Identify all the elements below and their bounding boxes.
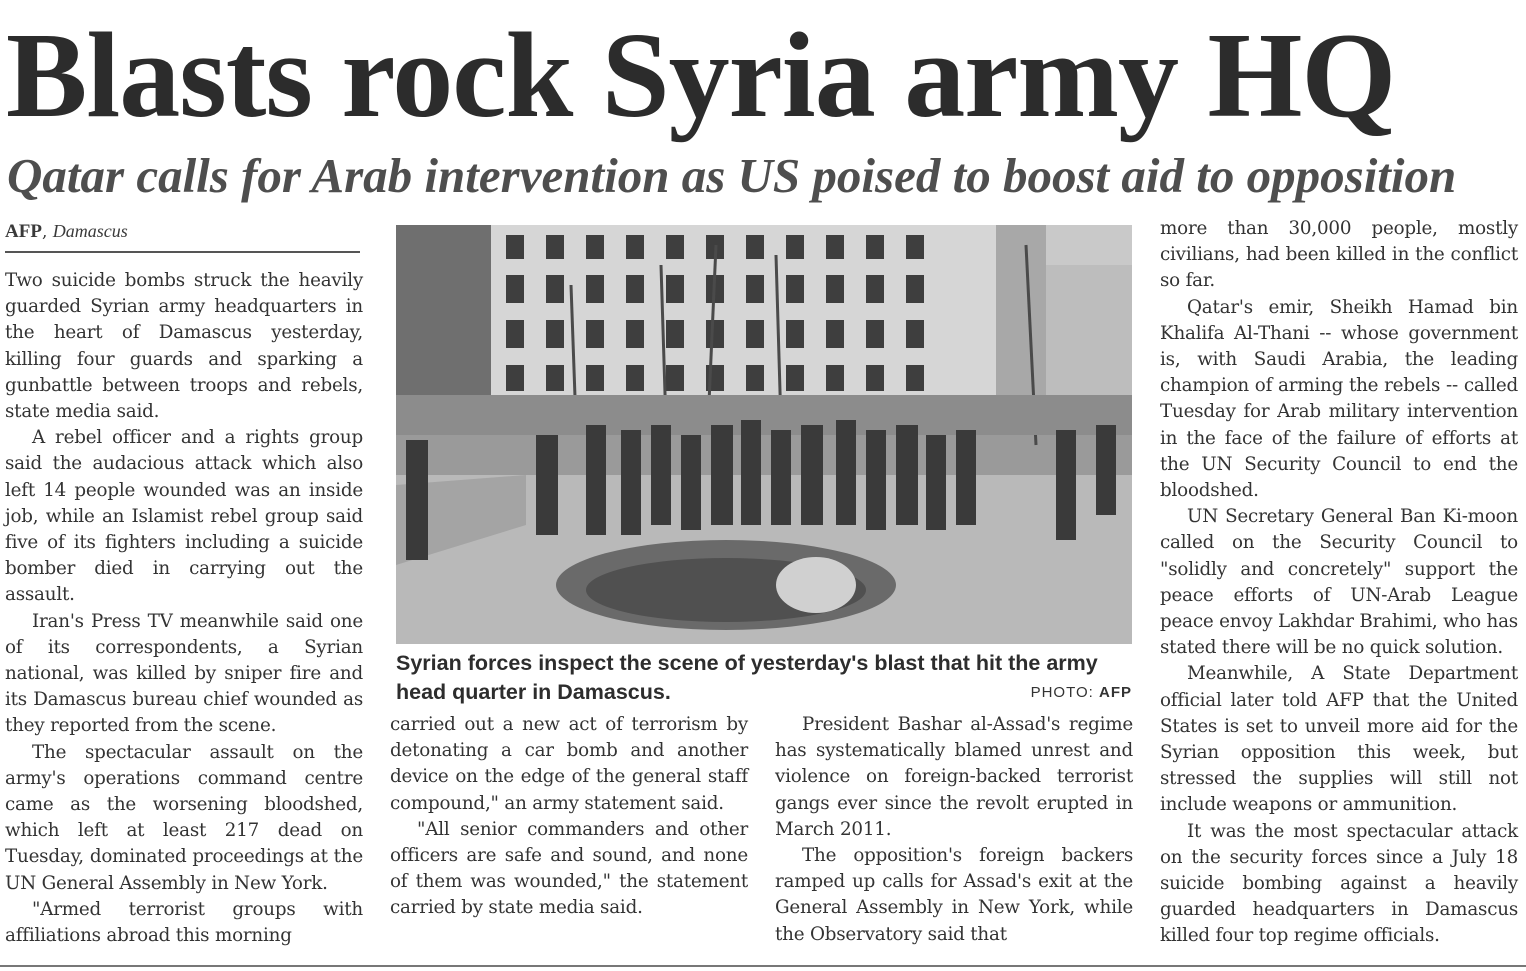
paragraph: The opposition's foreign backers ramped up calls for Assad's exit at the General Assembly in New York, while the Observatory said that: [775, 845, 1133, 945]
paragraph: It was the most spectacular attack on the security forces since a July 18 suicide bombing against a heavily guarded headquarters in Damascus killed four top regime officials.: [1160, 820, 1518, 947]
caption-text: Syrian forces inspect the scene of yesterday's blast that hit the army head quarter in Damascus.: [396, 651, 1098, 704]
subheadline: Qatar calls for Arab intervention as US poised to boost aid to opposition: [7, 148, 1457, 203]
byline-location: Damascus: [52, 221, 128, 241]
byline-agency: AFP: [5, 221, 42, 242]
article-column-4: [1160, 216, 1518, 956]
credit-source: AFP: [1099, 684, 1132, 701]
paragraph: UN Secretary General Ban Ki-moon called on the Security Council to "solidly and concretely" support the peace efforts of UN-Arab League peace envoy Lakhdar Brahimi, who has stated there will be no quick solution.: [1160, 506, 1518, 659]
article-column-1: [5, 268, 363, 954]
article-column-3: [775, 712, 1133, 956]
headline: Blasts rock Syria army HQ: [6, 8, 1396, 143]
paragraph: President Bashar al-Assad's regime has systematically blamed unrest and violence on foreign-backed terrorist gangs ever since the revolt erupted in March 2011.: [775, 714, 1133, 840]
paragraph: "All senior commanders and other officers are safe and sound, and none of them was wounded," the statement carried by state media said.: [390, 818, 748, 919]
photo-caption: [396, 649, 1132, 711]
paragraph: Meanwhile, A State Department official later told AFP that the United States is set to unveil more aid for the Syrian opposition this week, but stressed the supplies will still not include weapons or ammunition.: [1160, 663, 1518, 816]
paragraph: A rebel officer and a rights group said the audacious attack which also left 14 people wounded was an inside job, while an Islamist rebel group said five of its fighters including a suicide bomber died in carrying out the assault.: [5, 427, 363, 606]
paragraph: Two suicide bombs struck the heavily guarded Syrian army headquarters in the heart of Damascus yesterday, killing four guards and sparking a gunbattle between troops and rebels, state media said.: [5, 270, 363, 423]
paragraph: "Armed terrorist groups with affiliations abroad this morning: [5, 898, 363, 947]
news-photo: [396, 225, 1132, 644]
paragraph: carried out a new act of terrorism by detonating a car bomb and another device on the edge of the general staff compound," an army statement said.: [390, 714, 748, 814]
article-column-2: [390, 712, 748, 956]
page-bottom-rule: [0, 965, 1526, 967]
byline: AFP, Damascus: [5, 221, 128, 242]
paragraph: Qatar's emir, Sheikh Hamad bin Khalifa Al-Thani -- whose government is, with Saudi Arabia, the leading champion of arming the rebels -- called Tuesday for Arab military intervention in the face of the failure of efforts at the UN Security Council to end the bloodshed.: [1160, 296, 1518, 502]
paragraph: Iran's Press TV meanwhile said one of its correspondents, a Syrian national, was killed by sniper fire and its Damascus bureau chief wounded as they reported from the scene.: [5, 610, 363, 737]
paragraph: more than 30,000 people, mostly civilians, had been killed in the conflict so far.: [1160, 218, 1518, 292]
paragraph: The spectacular assault on the army's operations command centre came as the worsening bloodshed, which left at least 217 dead on Tuesday, dominated proceedings at the UN General Assembly in New York.: [5, 741, 363, 894]
photo-blast-scene: [396, 225, 1132, 644]
byline-divider: [5, 251, 360, 253]
photo-credit: [1031, 683, 1132, 703]
credit-label: PHOTO:: [1030, 684, 1094, 701]
